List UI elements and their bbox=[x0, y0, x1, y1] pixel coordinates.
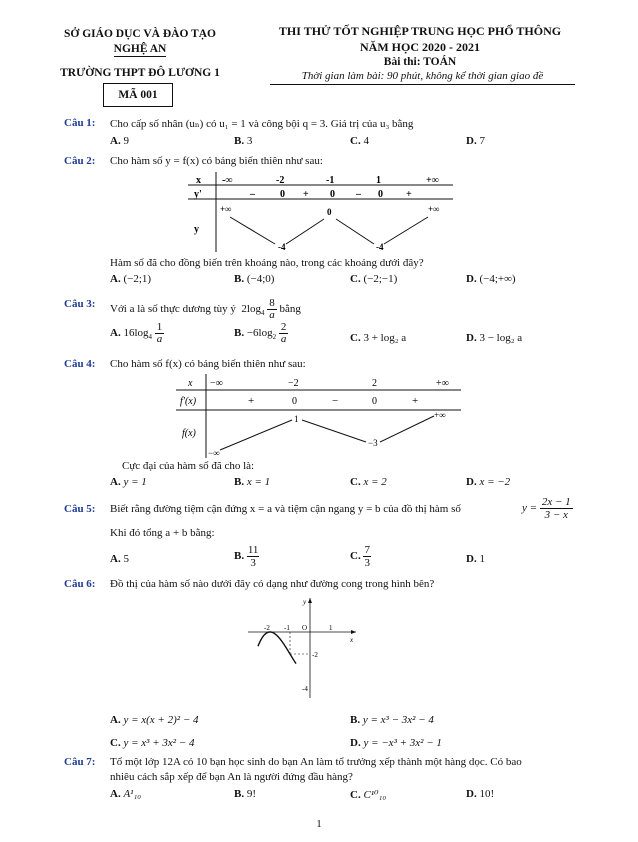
question-text-line1: Tổ một lớp 12A có 10 bạn học sinh do bạn An làm tổ trưởng xếp thành một hàng dọc. Có bao bbox=[110, 756, 522, 768]
variation-table-q2 bbox=[188, 172, 458, 256]
option-a[interactable]: A. y = 1 bbox=[110, 476, 147, 488]
y-val: -4 bbox=[278, 242, 286, 252]
option-c[interactable]: C. 4 bbox=[350, 135, 369, 147]
question-text: Đồ thị của hàm số nào dưới đây có dạng như đường cong trong hình bên? bbox=[110, 578, 435, 590]
x-val: -2 bbox=[276, 175, 285, 186]
yp-val: 0 bbox=[378, 189, 383, 200]
x-val: −∞ bbox=[210, 378, 223, 389]
fp-val: + bbox=[412, 395, 419, 407]
f-label: f(x) bbox=[182, 428, 196, 439]
question-subtext: Cực đại của hàm số đã cho là: bbox=[122, 460, 255, 472]
option-c[interactable]: C. (−2;−1) bbox=[350, 273, 398, 285]
yp-val: 0 bbox=[280, 189, 285, 200]
option-b[interactable]: B. (−4;0) bbox=[234, 273, 275, 285]
question-text: Cho hàm số f(x) có bảng biến thiên như sau: bbox=[110, 358, 306, 370]
x-val: +∞ bbox=[436, 378, 449, 389]
yp-val: 0 bbox=[330, 189, 335, 200]
y-val: +∞ bbox=[220, 204, 232, 214]
option-d[interactable]: D. 1 bbox=[466, 553, 485, 565]
option-b[interactable]: B. $-6\log_2$ $\frac{2}{a}$ bbox=[234, 321, 287, 345]
f-val: −3 bbox=[368, 438, 378, 448]
question-label: Câu 3: bbox=[64, 298, 96, 310]
f-val: 1 bbox=[294, 414, 299, 424]
option-a[interactable]: A. (−2;1) bbox=[110, 273, 152, 285]
function-expression: y = $\frac{2x - 1}{3 - x}$ bbox=[522, 496, 571, 521]
option-b[interactable]: B. y = x³ − 3x² − 4 bbox=[350, 714, 434, 726]
x-val: -∞ bbox=[222, 175, 233, 186]
fp-val: 0 bbox=[292, 396, 297, 407]
cubic-graph bbox=[240, 594, 360, 706]
page-number: 1 bbox=[316, 818, 322, 830]
option-d[interactable]: D. y = −x³ + 3x² − 1 bbox=[350, 737, 442, 749]
option-a[interactable]: A. y = x(x + 2)² − 4 bbox=[110, 714, 199, 726]
x-label: x bbox=[188, 378, 193, 389]
option-b[interactable]: B. x = 1 bbox=[234, 476, 271, 488]
question-text: Cho hàm số y = f(x) có bảng biến thiên như sau: bbox=[110, 155, 323, 167]
option-d[interactable]: D. 10! bbox=[466, 788, 495, 800]
y-val: +∞ bbox=[428, 204, 440, 214]
yp-val: + bbox=[303, 189, 309, 200]
option-c[interactable]: C. x = 2 bbox=[350, 476, 387, 488]
question-label: Câu 5: bbox=[64, 503, 96, 515]
fp-val: − bbox=[332, 395, 339, 407]
fp-val: 0 bbox=[372, 396, 377, 407]
school-year: NĂM HỌC 2020 - 2021 bbox=[360, 40, 480, 54]
question-text: Biết rằng đường tiệm cận đứng x = a và tiệm cận ngang y = b của đồ thị hàm số bbox=[110, 503, 461, 515]
question-label: Câu 1: bbox=[64, 117, 96, 129]
option-b[interactable]: B. 9! bbox=[234, 788, 257, 800]
x-label: x bbox=[196, 175, 201, 186]
f-val: +∞ bbox=[434, 410, 446, 420]
exam-title: THI THỬ TỐT NGHIỆP TRUNG HỌC PHỔ THÔNG bbox=[278, 24, 562, 38]
y-tick-label: -4 bbox=[302, 685, 308, 693]
question-text: Cho cấp số nhân (uₙ) có u₁ = 1 và công bội q = 3. Giá trị của u₃ bằng bbox=[110, 118, 414, 130]
option-d[interactable]: D. 3 − log₂ a bbox=[466, 332, 523, 344]
yp-val: – bbox=[356, 189, 361, 200]
x-val: 1 bbox=[376, 175, 381, 186]
question-text: Với a là số thực dương tùy ý $2\log_4$ $\frac{8}{a}$ bằng bbox=[110, 297, 301, 321]
y-label: y bbox=[194, 224, 199, 235]
fp-label: f′(x) bbox=[180, 396, 197, 407]
yp-label: y' bbox=[194, 189, 202, 200]
yp-val: – bbox=[250, 189, 255, 200]
y-val: 0 bbox=[327, 207, 332, 217]
option-a[interactable]: A. $16\log_4$ $\frac{1}{a}$ bbox=[110, 321, 163, 345]
x-val: 2 bbox=[372, 378, 377, 389]
time-note: Thời gian làm bài: 90 phút, không kể thời gian giao đề bbox=[270, 70, 575, 85]
question-label: Câu 6: bbox=[64, 578, 96, 590]
question-text-line2: nhiêu cách sắp xếp để bạn An là người đứng đầu hàng? bbox=[110, 771, 353, 783]
option-c[interactable]: C. $\frac{7}{3}$ bbox=[350, 544, 370, 569]
question-label: Câu 4: bbox=[64, 358, 96, 370]
option-c[interactable]: C. C¹⁰₁₀ bbox=[350, 789, 387, 801]
option-b[interactable]: B. 3 bbox=[234, 135, 253, 147]
option-a[interactable]: A. 9 bbox=[110, 135, 129, 147]
question-label: Câu 7: bbox=[64, 756, 96, 768]
origin-label: O bbox=[302, 624, 308, 632]
f-val: −∞ bbox=[208, 448, 220, 458]
y-tick-label: -2 bbox=[312, 651, 318, 659]
option-b[interactable]: B. $\frac{11}{3}$ bbox=[234, 544, 259, 569]
x-tick-label: -1 bbox=[284, 624, 290, 632]
exam-code: MÃ 001 bbox=[103, 83, 173, 107]
subject: Bài thi: TOÁN bbox=[383, 56, 457, 68]
y-val: -4 bbox=[376, 242, 384, 252]
fp-val: + bbox=[248, 395, 255, 407]
x-val: -1 bbox=[326, 175, 335, 186]
option-a[interactable]: A. 5 bbox=[110, 553, 129, 565]
school-name: TRƯỜNG THPT ĐÔ LƯƠNG 1 bbox=[60, 67, 220, 79]
question-label: Câu 2: bbox=[64, 155, 96, 167]
yp-val: + bbox=[406, 189, 412, 200]
x-val: −2 bbox=[288, 378, 299, 389]
question-subtext: Hàm số đã cho đồng biến trên khoảng nào, trong các khoảng dưới đây? bbox=[110, 257, 424, 269]
option-c[interactable]: C. 3 + log₂ a bbox=[350, 332, 407, 344]
x-tick-label: 1 bbox=[329, 624, 333, 632]
question-subtext: Khi đó tổng a + b bằng: bbox=[110, 527, 215, 539]
x-val: +∞ bbox=[426, 175, 439, 186]
option-a[interactable]: A. A¹₁₀ bbox=[110, 788, 142, 800]
option-d[interactable]: D. x = −2 bbox=[466, 476, 511, 488]
y-axis-label: y bbox=[303, 598, 307, 606]
variation-table-q4 bbox=[176, 374, 466, 460]
option-d[interactable]: D. (−4;+∞) bbox=[466, 273, 516, 285]
x-axis-label: x bbox=[350, 636, 354, 644]
dept-line1: SỞ GIÁO DỤC VÀ ĐÀO TẠO bbox=[64, 28, 216, 40]
dept-line2: NGHỆ AN bbox=[113, 43, 167, 55]
option-c[interactable]: C. y = x³ + 3x² − 4 bbox=[110, 737, 195, 749]
x-tick-label: -2 bbox=[264, 624, 270, 632]
option-d[interactable]: D. 7 bbox=[466, 135, 485, 147]
